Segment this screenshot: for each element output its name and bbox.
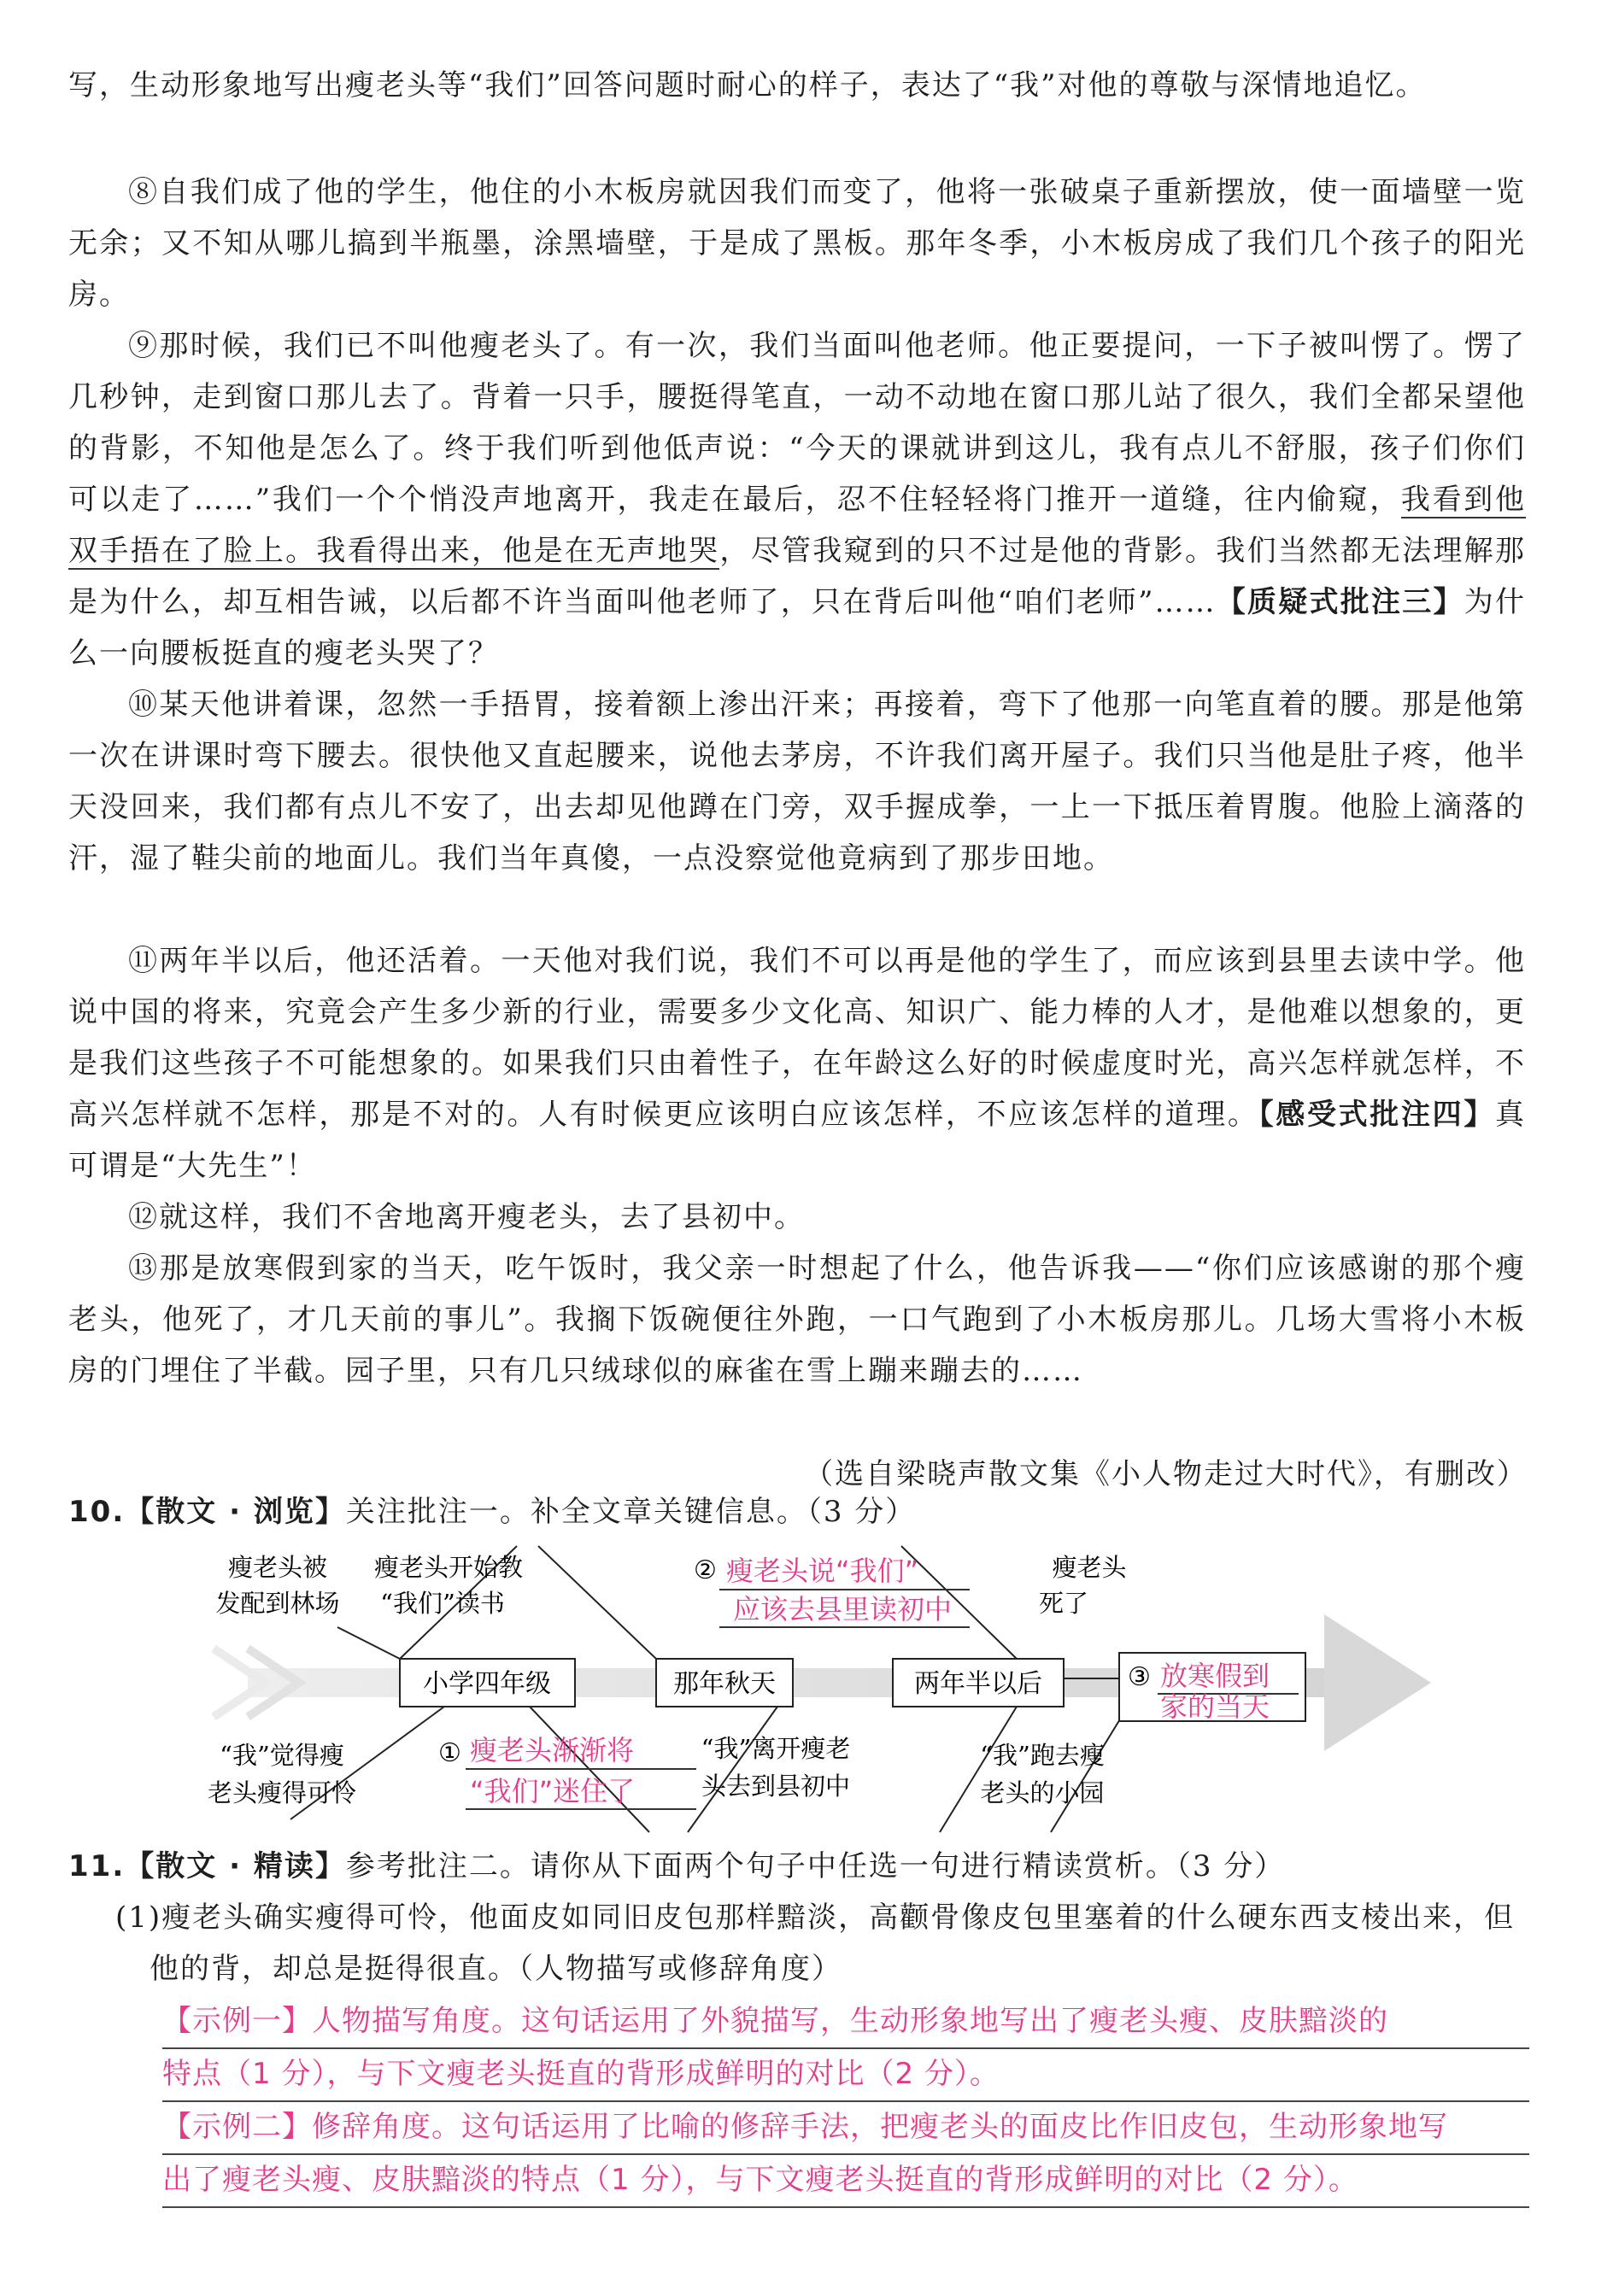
answer-line-3: 【示例二】修辞角度。这句话运用了比喻的修辞手法，把瘦老头的面皮比作旧皮包，生动形象地写 — [162, 2100, 1529, 2155]
annotation-tag-4: 【感受式批注四】 — [1258, 1098, 1496, 1132]
question-11 — [68, 1841, 1538, 1892]
bottom-label-2-line-1: “我”离开瘦老 — [701, 1734, 851, 1763]
bottom-label-3-line-1: “我”跑去瘦 — [980, 1741, 1105, 1770]
answer-line-1: 【示例一】人物描写角度。这句话运用了外貌描写，生动形象地写出了瘦老头瘦、皮肤黯淡的 — [162, 1994, 1529, 2049]
bottom-label-3-line-2: 老头的小园 — [980, 1778, 1105, 1807]
answer-1-line-2: “我们”迷住了 — [470, 1775, 636, 1807]
top-label-2-line-1: 瘦老头开始教 — [373, 1553, 524, 1582]
paragraph-8: ⑧自我们成了他的学生，他住的小木板房就因我们而变了，他将一张破桌子重新摆放，使一面墙壁一览无余；又不知从哪儿搞到半瓶墨，涂黑墙壁，于是成了黑板。那年冬季，小木板房成了我们几个孩子的阳光房。 — [68, 175, 1526, 312]
stage-box-3 — [893, 1659, 1064, 1707]
paragraph-9-text-a: ⑨那时候，我们已不叫他瘦老头了。有一次，我们当面叫他老师。他正要提问，一下子被叫愣了。愣了几秒钟，走到窗口那儿去了。背着一只手，腰挺得笔直，一动不动地在窗口那儿站了很久，我们全都呆望他的背影，不知他是怎么了。终于我们听到他低声说：“今天的课就讲到这儿，我有点儿不舒服，孩子们你们可以走了……”我们一个个悄没声地离开，我走在最后，忍不住轻轻将门推开一道缝，往内偷窥， — [68, 329, 1526, 517]
paragraph-10: ⑩某天他讲着课，忽然一手捂胃，接着额上渗出汗来；再接着，弯下了他那一向笔直着的腰。那是他第一次在讲课时弯下腰去。很快他又直起腰来，说他去茅房，不许我们离开屋子。我们只当他是肚子疼，他半天没回来，我们都有点儿不安了，出去却见他蹲在门旁，双手握成拳，一上一下抵压着胃腹。他脸上滴落的汗，湿了鞋尖前的地面儿。我们当年真傻，一点没察觉他竟病到了那步田地。 — [68, 688, 1526, 876]
question-11-text: 参考批注二。请你从下面两个句子中任选一句进行精读赏析。（3 分） — [345, 1849, 1286, 1883]
paragraph-11 — [68, 935, 1526, 1192]
stage-box-2 — [656, 1659, 793, 1707]
question-10 — [68, 1486, 1538, 1538]
stage-box-1-label: 小学四年级 — [423, 1669, 551, 1699]
question-10-tag: 【散文 · 浏览】 — [125, 1495, 346, 1529]
paragraph-9 — [68, 320, 1526, 679]
question-10-number: 10. — [68, 1495, 126, 1529]
stage-box-3-label: 两年半以后 — [914, 1669, 1042, 1699]
source-citation: （选自梁晓声散文集《小人物走过大时代》，有删改） — [804, 1457, 1528, 1491]
top-label-3-line-1: 瘦老头 — [1052, 1553, 1127, 1582]
blank-marker-2: ② — [694, 1555, 717, 1585]
question-11-tag: 【散文 · 精读】 — [125, 1849, 346, 1883]
paragraph-12: ⑫就这样，我们不舍地离开瘦老头，去了县初中。 — [128, 1200, 805, 1234]
paragraph-intro: 写，生动形象地写出瘦老头等“我们”回答问题时耐心的样子，表达了“我”对他的尊敬与深情地追忆。 — [68, 68, 1427, 102]
answer-line-2: 特点（1 分），与下文瘦老头挺直的背形成鲜明的对比（2 分）。 — [162, 2047, 1529, 2102]
top-label-1-line-1: 瘦老头被 — [227, 1553, 328, 1582]
bottom-label-1-line-2: 老头瘦得可怜 — [207, 1778, 357, 1807]
blank-marker-1: ① — [438, 1738, 461, 1768]
answer-2-line-1: 瘦老头说“我们” — [726, 1555, 919, 1587]
question-10-text: 关注批注一。补全文章关键信息。（3 分） — [345, 1495, 917, 1529]
answer-1-line-1: 瘦老头渐渐将 — [470, 1734, 635, 1766]
stage-box-1 — [400, 1659, 575, 1707]
annotation-tag-3: 【质疑式批注三】 — [1216, 585, 1464, 619]
fishbone-diagram — [196, 1533, 1452, 1858]
top-label-3-line-2: 死了 — [1038, 1589, 1089, 1618]
underlined-sentence: 我看到他双手捂在了脸上。我看得出来，他是在无声地哭 — [68, 483, 1526, 568]
answer-line-4: 出了瘦老头瘦、皮肤黯淡的特点（1 分），与下文瘦老头挺直的背形成鲜明的对比（2 分）。 — [162, 2153, 1529, 2208]
annotation-4-text: 真可谓是“大先生”！ — [68, 1098, 1527, 1183]
bottom-label-1-line-1: “我”觉得瘦 — [220, 1741, 344, 1770]
annotation-3-text: 为什么一向腰板挺直的瘦老头哭了？ — [68, 585, 1526, 671]
bottom-label-2-line-2: 头去到县初中 — [701, 1772, 851, 1801]
paragraph-13: ⑬那是放寒假到家的当天，吃午饭时，我父亲一时想起了什么，他告诉我——“你们应该感谢的那个瘦老头，他死了，才几天前的事儿”。我搁下饭碗便往外跑，一口气跑到了小木板房那儿。几场大雪将小木板房的门埋住了半截。园子里，只有几只绒球似的麻雀在雪上蹦来蹦去的…… — [68, 1251, 1526, 1388]
top-label-2-line-2: “我们”读书 — [380, 1589, 505, 1618]
answer-2-line-2: 应该去县里读初中 — [733, 1593, 953, 1625]
question-11-item-1: (1)瘦老头确实瘦得可怜，他面皮如同旧皮包那样黯淡，高颧骨像皮包里塞着的什么硬东西支棱出来，但他的背，却总是挺得很直。（人物描写或修辞角度） — [115, 1901, 1516, 1986]
paragraph-9-text-b: ，尽管我窥到的只不过是他的背影。我们当然都无法理解那是为什么，却互相告诫，以后都不许当面叫他老师了，只在背后叫他“咱们老师”…… — [68, 534, 1526, 619]
question-11-number: 11. — [68, 1849, 126, 1883]
blank-marker-3: ③ — [1128, 1662, 1151, 1692]
paragraph-11-text-a: ⑪两年半以后，他还活着。一天他对我们说，我们不可以再是他的学生了，而应该到县里去读中学。他说中国的将来，究竟会产生多少新的行业，需要多少文化高、知识广、能力棒的人才，是他难以想象的，更是我们这些孩子不可能想象的。如果我们只由着性子，在年龄这么好的时候虚度时光，高兴怎样就怎样，不高兴怎样就不怎样，那是不对的。人有时候更应该明白应该怎样，不应该怎样的道理。 — [68, 944, 1526, 1132]
stage-box-2-label: 那年秋天 — [673, 1669, 776, 1699]
answer-3-line-2: 家的当天 — [1160, 1690, 1270, 1723]
top-label-1-line-2: 发配到林场 — [215, 1589, 340, 1618]
answer-3-line-1: 放寒假到 — [1160, 1660, 1270, 1692]
